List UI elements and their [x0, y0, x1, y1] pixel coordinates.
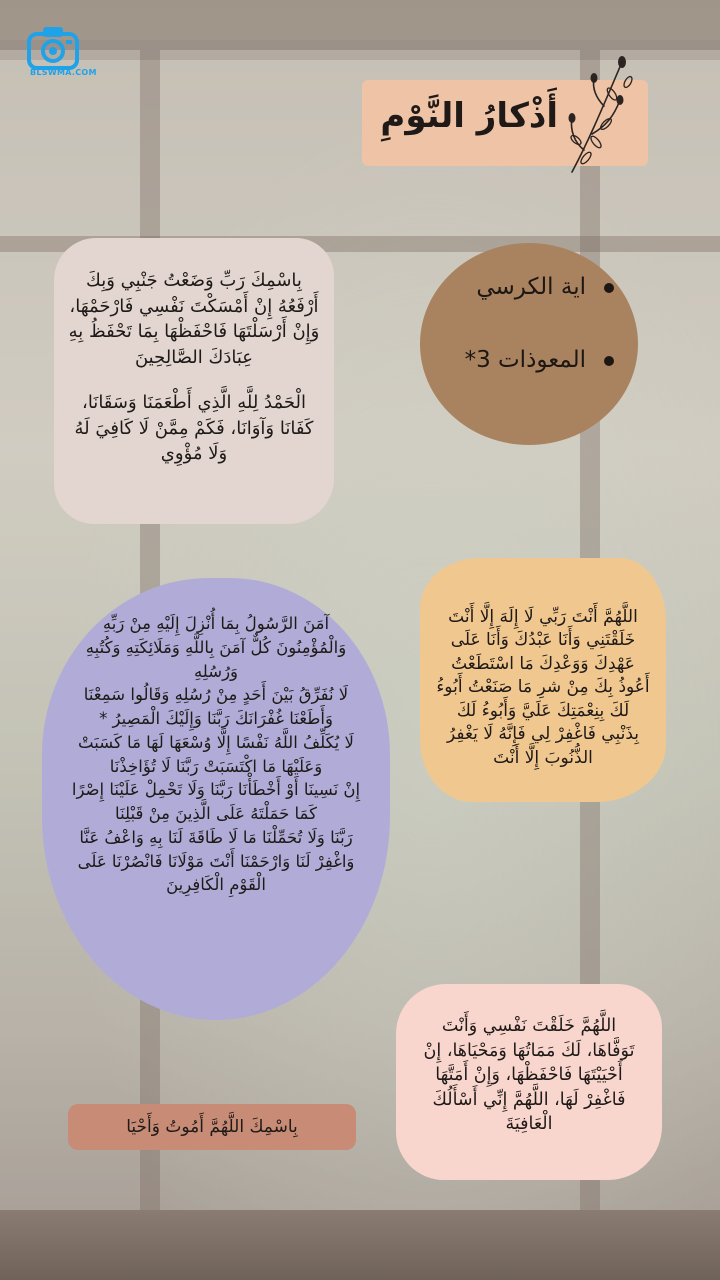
- dhikr-line: رَبَّنَا وَلَا تُحَمِّلْنَا مَا لَا طَاقَةَ لَنَا بِهِ وَاعْفُ عَنَّا وَاغْفِرْ لَنَا وَارْحَمْنَا أَنْتَ مَوْلَانَا فَانْصُرْنَا عَلَى الْقَوْمِ الْكَافِرِينَ: [77, 827, 355, 895]
- dhikr-line: لَا نُفَرِّقُ بَيْنَ أَحَدٍ مِنْ رُسُلِهِ وَقَالُوا سَمِعْنَا وَأَطَعْنَا غُفْرَانَكَ رَبَّنَا وَإِلَيْكَ الْمَصِيرُ *: [83, 685, 349, 728]
- dhikr-text: الْحَمْدُ لِلَّهِ الَّذِي أَطْعَمَنَا وَسَقَانَا، كَفَانَا وَآوَانَا، فَكَمْ مِمَّنْ لَا كَافِيَ لَهُ وَلَا مُؤْوِي: [74, 392, 314, 465]
- card-left-large: [42, 578, 390, 1020]
- list-item: اية الكرسي: [465, 271, 616, 304]
- window-sill: [0, 1210, 720, 1280]
- card-bottom-right: [396, 984, 662, 1180]
- dhikr-text: بِاسْمِكَ اللَّهُمَّ أَمُوتُ وَأَحْيَا: [126, 1117, 298, 1137]
- flower-branch-icon: [562, 54, 640, 176]
- card-top-left: [54, 238, 334, 524]
- dhikr-line: لَا يُكَلِّفُ اللَّهُ نَفْسًا إِلَّا وُسْعَهَا لَهَا مَا كَسَبَتْ وَعَلَيْهَا مَا اكْتَسَبَتْ رَبَّنَا لَا تُؤَاخِذْنَا: [78, 732, 354, 776]
- list-item: المعوذات 3*: [465, 344, 616, 377]
- page-title: أَذْكارُ النَّوْمِ: [380, 96, 558, 136]
- dhikr-text: بِاسْمِكَ رَبِّ وَضَعْتُ جَنْبِي وَبِكَ أَرْفَعُهُ إِنْ أَمْسَكْتَ نَفْسِي فَارْحَمْهَا، وَإِنْ أَرْسَلْتَهَا فَاحْفَظْهَا بِمَا تَحْفَظُ بِهِ عِبَادَكَ الصَّالِحِينَ: [68, 270, 320, 368]
- logo-text: BLSWMA.COM: [30, 68, 97, 77]
- title-box: [362, 80, 648, 166]
- card-bottom-left: [68, 1104, 356, 1150]
- dhikr-text: اللَّهُمَّ خَلَقْتَ نَفْسِي وَأَنْتَ تَوَفَّاهَا، لَكَ مَمَاتُهَا وَمَحْيَاهَا، إِنْ أَحْيَيْتَهَا فَاحْفَظْهَا، وَإِنْ أَمَتَّهَا فَاغْفِرْ لَهَا، اللَّهُمَّ إِنِّي أَسْأَلُكَ الْعَافِيَةَ: [423, 1016, 635, 1134]
- card-right-middle: [420, 558, 666, 802]
- dhikr-line: آمَنَ الرَّسُولُ بِمَا أُنْزِلَ إِلَيْهِ مِنْ رَبِّهِ وَالْمُؤْمِنُونَ كُلٌّ آمَنَ بِاللَّهِ وَمَلَائِكَتِهِ وَكُتُبِهِ وَرُسُلِهِ: [85, 614, 347, 681]
- dhikr-text: اللَّهُمَّ أَنْتَ رَبِّي لَا إِلَهَ إِلَّا أَنْتَ خَلَقْتَنِي وَأَنَا عَبْدُكَ وَأَنَا عَلَى عَهْدِكَ وَوَعْدِكَ مَا اسْتَطَعْتُ أَعُوذُ بِكَ مِنْ شرِ مَا صَنَعْتُ أَبُوءُ لَكَ بِنِعْمَتِكَ عَلَيَّ وَأَبُوءُ لَكَ بِذَنْبِي فَاغْفِرْ لِي فَإِنَّهُ لَا يَغْفِرُ الذُّنُوبَ إِلَّا أَنْتَ: [436, 607, 650, 768]
- card-right-list: [420, 243, 638, 445]
- dhikr-line: إِنْ نَسِينَا أَوْ أَخْطَأْنَا رَبَّنَا وَلَا تَحْمِلْ عَلَيْنَا إِصْرًا كَمَا حَمَلْتَهُ عَلَى الَّذِينَ مِنْ قَبْلِنَا: [71, 780, 361, 823]
- list: [465, 271, 616, 416]
